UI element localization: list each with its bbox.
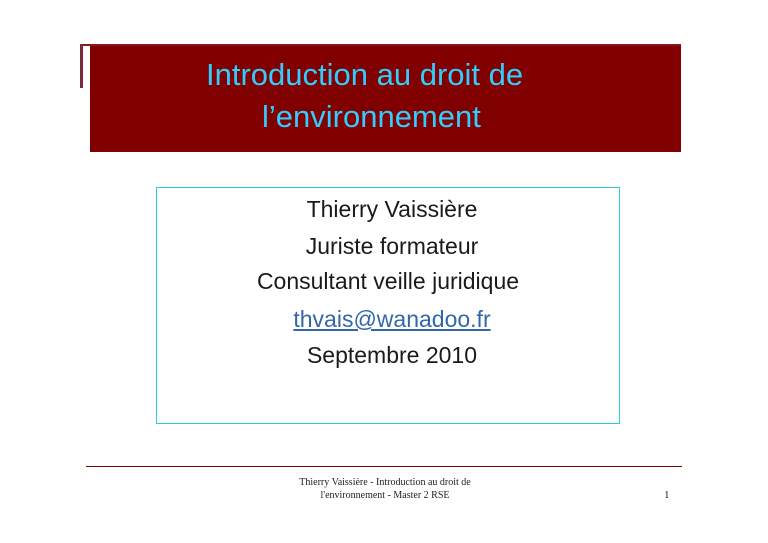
author-email-link[interactable]: thvais@wanadoo.fr [293,306,491,332]
slide-title-line-2: l’environnement [262,99,481,134]
left-accent-bar [80,44,83,88]
author-name: Thierry Vaissière [306,196,478,222]
presentation-date: Septembre 2010 [306,342,478,368]
author-role: Juriste formateur [305,233,479,259]
slide-title [90,50,681,150]
page-number: 1 [664,489,670,501]
footer-line-1: Thierry Vaissière - Introduction au droit de [299,477,471,488]
footer-text [250,476,520,502]
slide-title-line-1: Introduction au droit de [206,57,524,92]
author-email-row [160,306,624,333]
footer-divider-line [86,466,682,467]
footer-line-2: l'environnement - Master 2 RSE [320,490,450,501]
author-consultant: Consultant veille juridique [256,268,520,294]
